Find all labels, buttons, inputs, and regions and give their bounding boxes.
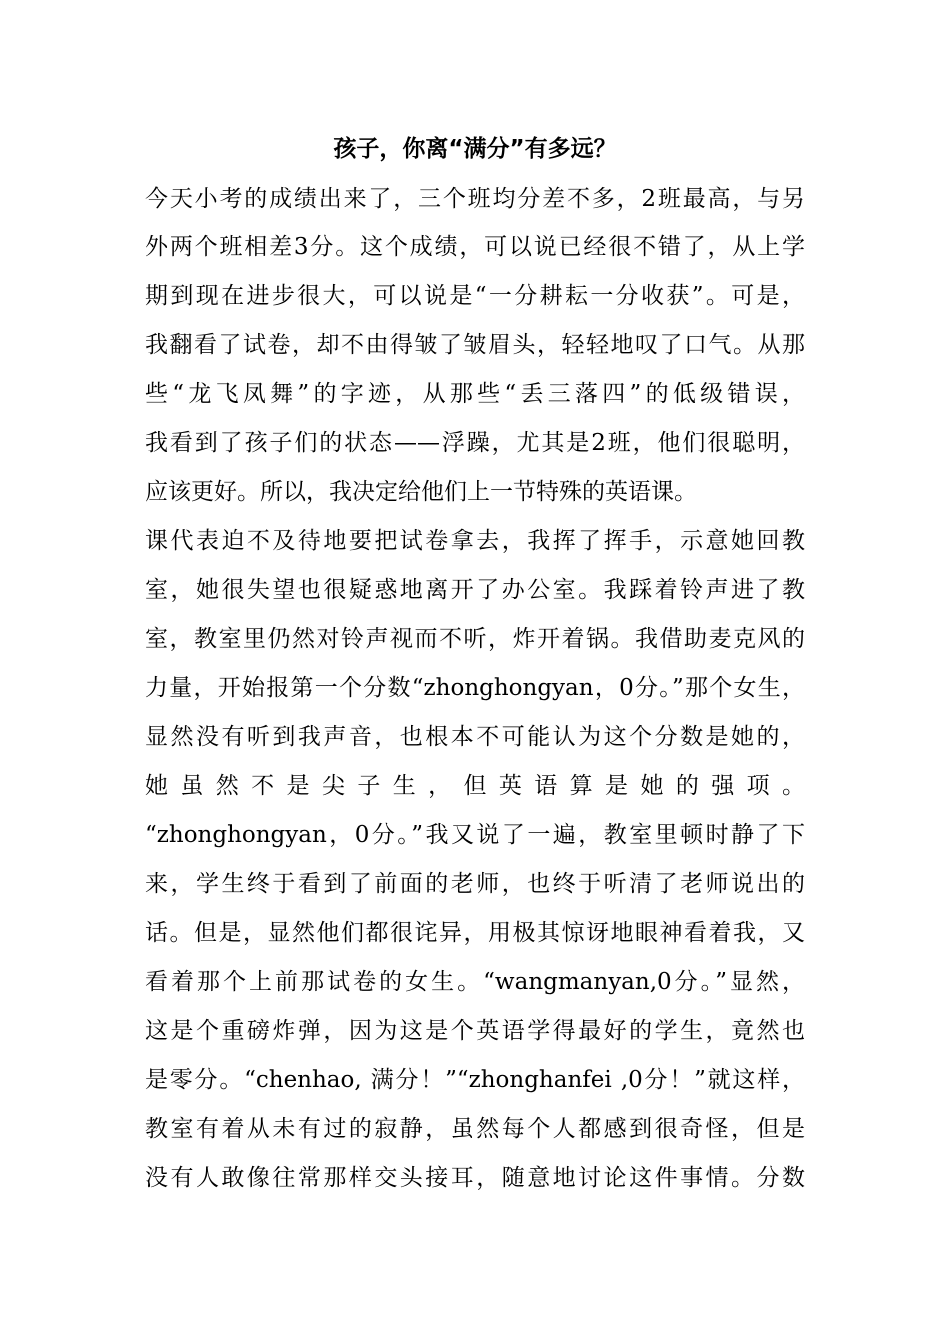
paragraph-line: 这是个重磅炸弹，因为这是个英语学得最好的学生，竟然也 — [145, 1018, 805, 1044]
paragraph-line: 我翻看了试卷，却不由得皱了皱眉头，轻轻地叹了口气。从那 — [145, 332, 805, 358]
paragraph-line: 室，教室里仍然对铃声视而不听，炸开着锅。我借助麦克风的 — [145, 626, 805, 652]
paragraph-line: 室，她很失望也很疑惑地离开了办公室。我踩着铃声进了教 — [145, 577, 805, 603]
paragraph-line: 期到现在进步很大，可以说是“一分耕耘一分收获”。可是， — [145, 283, 805, 309]
paragraph-line: 教室有着从未有过的寂静，虽然每个人都感到很奇怪，但是 — [145, 1116, 805, 1142]
paragraph-line: 是零分。“chenhao, 满分！”“zhonghanfei ,0分！”就这样， — [145, 1067, 805, 1093]
paragraph-line: 课代表迫不及待地要把试卷拿去，我挥了挥手，示意她回教 — [145, 528, 805, 554]
paragraph-line: 我看到了孩子们的状态——浮躁，尤其是2班，他们很聪明， — [145, 430, 805, 456]
paragraph-line: 没有人敢像往常那样交头接耳，随意地讨论这件事情。分数 — [145, 1165, 805, 1191]
paragraph-line: “zhonghongyan，0分。”我又说了一遍，教室里顿时静了下 — [145, 822, 805, 848]
paragraph-line: 话。但是，显然他们都很诧异，用极其惊讶地眼神看着我，又 — [145, 920, 805, 946]
paragraph-line: 应该更好。所以，我决定给他们上一节特殊的英语课。 — [145, 479, 697, 505]
paragraph-line: 些“龙飞凤舞”的字迹，从那些“丢三落四”的低级错误， — [145, 381, 805, 407]
paragraph-line: 显然没有听到我声音，也根本不可能认为这个分数是她的， — [145, 724, 805, 750]
paragraph-line: 她虽然不是尖子生，但英语算是她的强项。 — [145, 773, 805, 799]
paragraph-line: 今天小考的成绩出来了，三个班均分差不多，2班最高，与另 — [145, 186, 805, 212]
article-title: 孩子，你离“满分”有多远？ — [333, 136, 617, 162]
paragraph-line: 力量，开始报第一个分数“zhonghongyan，0分。”那个女生， — [145, 675, 805, 701]
paragraph-line: 来，学生终于看到了前面的老师，也终于听清了老师说出的 — [145, 871, 805, 897]
paragraph-line: 外两个班相差3分。这个成绩，可以说已经很不错了，从上学 — [145, 234, 805, 260]
paragraph-line: 看着那个上前那试卷的女生。“wangmanyan,0分。”显然， — [145, 969, 805, 995]
